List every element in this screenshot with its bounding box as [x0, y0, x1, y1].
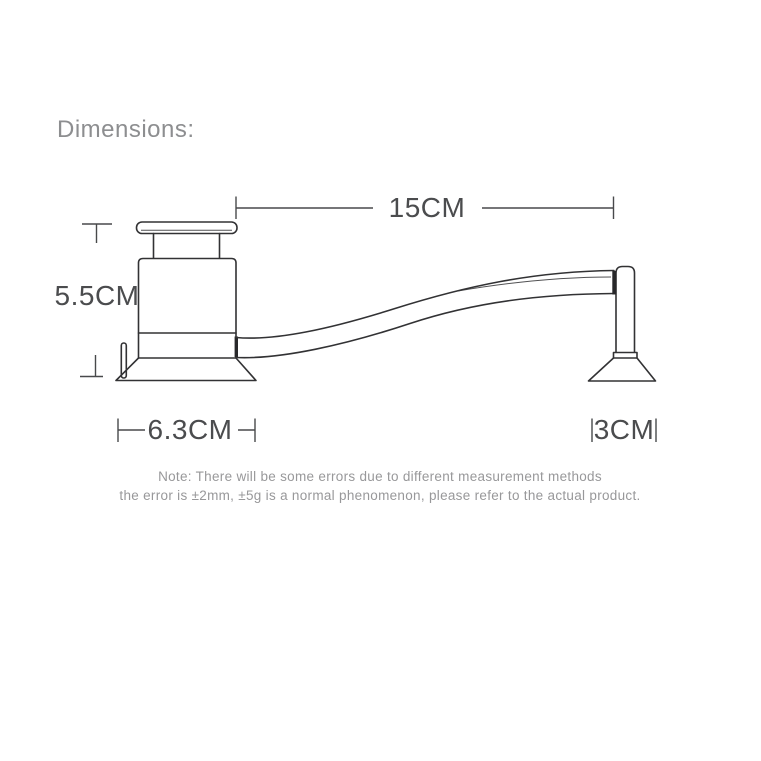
right-post [616, 267, 635, 353]
post-collar [614, 353, 638, 359]
arm-inner-highlight-line [458, 277, 611, 291]
arm-post-joint-bar [612, 271, 616, 295]
body [139, 259, 237, 359]
measurement-note [119, 467, 640, 505]
gooseneck-arm [236, 271, 614, 358]
cap [137, 222, 238, 234]
suction-cone-left [116, 358, 256, 381]
arm-body-joint-bar [235, 337, 238, 358]
suction-cone-right [589, 358, 656, 381]
dim-label-arm-length: 15CM [388, 192, 466, 223]
page-title: Dimensions: [57, 116, 195, 143]
note-line-1: Note: There will be some errors due to different measurement methods [158, 469, 602, 484]
note-line-2: the error is ±2mm, ±5g is a normal phenomenon, please refer to the actual product. [119, 488, 641, 503]
dim-label-base-width: 6.3CM [147, 414, 233, 445]
dim-label-foot-width: 3CM [593, 414, 655, 445]
right-suction-unit [589, 267, 656, 382]
arm-bottom-edge [236, 294, 614, 358]
arm-top-edge [236, 271, 614, 339]
dim-label-body-height: 5.5CM [54, 280, 140, 311]
